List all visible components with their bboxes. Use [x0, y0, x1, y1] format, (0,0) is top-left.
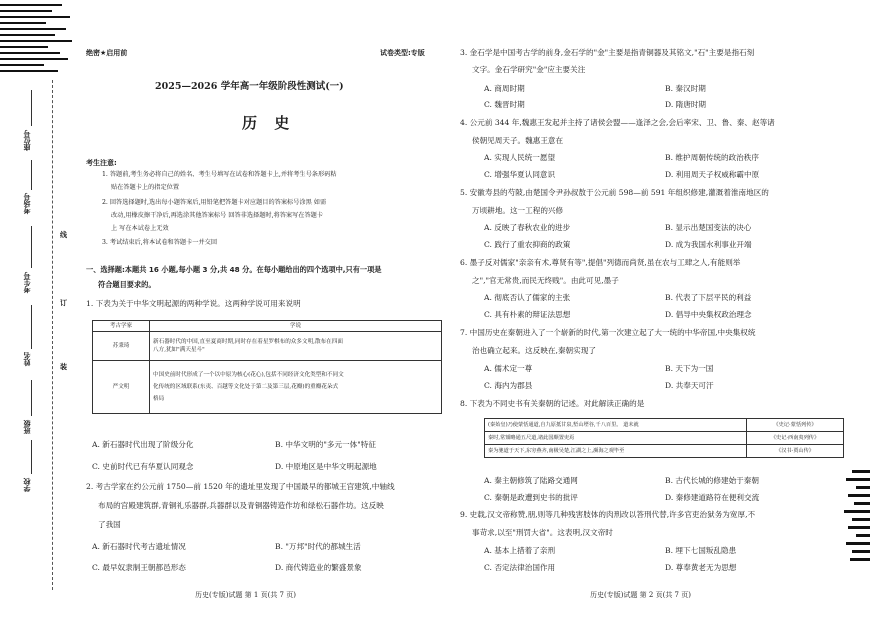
q1-theory-line: 八方,犹如"满天星斗"	[153, 347, 205, 353]
q4-option[interactable]: A. 实现人民统一愿望	[484, 153, 556, 162]
q7-option[interactable]: B. 天下为一国	[665, 364, 714, 373]
q1-theory-line: 新石器时代的中国,直至夏商时期,同时存在着星罗棋布的众多文明,散布在四面	[153, 339, 343, 345]
q4-stem: 侯朝见周天子。魏惠王意在	[472, 136, 564, 145]
q7-option[interactable]: A. 儒术定一尊	[484, 364, 533, 373]
q9-stem: 事苛求,以至"刑罚大省"。这表明,汉文帝时	[472, 528, 613, 537]
paper-type-label: 试卷类型:专版	[380, 49, 425, 57]
q6-option[interactable]: C. 具有朴素的辩证法思想	[484, 310, 571, 319]
class-underline	[31, 380, 32, 416]
q4-option[interactable]: C. 增强华夏认同意识	[484, 170, 556, 179]
q4-option[interactable]: B. 维护周朝传统的政治秩序	[665, 153, 759, 162]
q8-record: 秦时,常頞略通五尺道,诸此国颇置吏焉	[485, 432, 747, 445]
q5-option[interactable]: B. 显示出楚国变法的决心	[665, 223, 752, 232]
q7-option[interactable]: C. 海内为郡县	[484, 381, 533, 390]
seat-label: 座位号	[23, 130, 31, 151]
q1-scholar: 苏秉琦	[93, 332, 150, 361]
name-label: 姓名	[23, 352, 31, 366]
q2-stem: 了我国	[98, 520, 121, 529]
q6-stem: 6. 墨子反对儒家"亲亲有术,尊贤有等",提倡"列德而尚贤,虽在农与工肆之人,有能则举	[460, 258, 741, 267]
q9-option[interactable]: B. 埋下七国叛乱隐患	[665, 546, 737, 555]
q8-option[interactable]: D. 秦修建道路符在便利交流	[665, 493, 760, 502]
q2-option[interactable]: A. 新石器时代考古遗址情况	[92, 542, 186, 551]
q8-option[interactable]: C. 秦朝是政遭到史书的批评	[484, 493, 578, 502]
q1-theory-line: 格局	[153, 396, 165, 402]
q1-theory-line: 化传统的区域联系(东夷、百越等文化处于第二及第三层,花瓣)的重瓣花朵式	[153, 384, 339, 390]
q9-option[interactable]: C. 否定法律治国作用	[484, 563, 556, 572]
q8-source: 《史记·西南夷列传》	[747, 432, 844, 445]
q6-option[interactable]: A. 彻底否认了儒家的主张	[484, 293, 571, 302]
notes-item: 3. 考试结束后,将本试卷和答题卡一并交回	[102, 239, 218, 246]
exam-title: 2025—2026 学年高一年级阶段性测试(一)	[155, 81, 344, 92]
footer-right: 历史(专版)试题 第 2 页(共 7 页)	[590, 591, 691, 599]
q1-option[interactable]: D. 中原地区是中华文明起源地	[275, 462, 377, 471]
q1-option[interactable]: A. 新石器时代出现了阶级分化	[92, 440, 194, 449]
section1-heading: 一、选择题:本题共 16 小题,每小题 3 分,共 48 分。在每小题给出的四个选项中,只有一项是	[86, 265, 382, 274]
q9-option[interactable]: A. 基本上措着了亲刑	[484, 546, 556, 555]
q1-table	[92, 320, 442, 414]
q2-stem: 2. 考古学家在约公元前 1750—前 1520 年的遗址里发现了中国最早的都城王宫建筑,中轴线	[86, 482, 395, 491]
q8-source: 《史记·蒙恬列传》	[747, 419, 844, 432]
q6-option[interactable]: D. 倡导中央集权政治理念	[665, 310, 752, 319]
exam-no-underline	[31, 226, 32, 268]
q3-stem: 文字。金石学研究"金"应主要关注	[472, 65, 586, 74]
exam-no-label: 考生号	[23, 272, 31, 293]
exam-room-underline	[31, 160, 32, 190]
q9-stem: 9. 史载,汉文帝称赞,朋,则等几种残害肢体的肉刑改以答刑代替,许多官吏治狱务为宽厚,不	[460, 510, 756, 519]
q5-option[interactable]: C. 践行了重农抑商的政策	[484, 240, 571, 249]
q4-stem: 4. 公元前 344 年,魏惠王发起并主持了诸侯会盟——逢泽之会,会后率宋、卫、鲁、秦、赵等诸	[460, 118, 775, 127]
exam-room-label: 考场号	[23, 193, 31, 214]
q1-table-header: 学说	[150, 321, 442, 332]
q1-table-header: 考古学家	[93, 321, 150, 332]
q5-stem: 万顷耕地。这一工程的兴修	[472, 206, 564, 215]
q7-stem: 7. 中国历史在秦朝进入了一个崭新的时代,第一次建立起了大一统的中华帝国,中央集权统	[460, 328, 756, 337]
notes-item: 改动,用橡皮擦干净后,再选涂其他答案标号 回答非选择题时,将答案写在答题卡	[111, 212, 324, 219]
q7-option[interactable]: D. 共奉天可汗	[665, 381, 714, 390]
q5-stem: 5. 安徽寿县的芍陂,由楚国令尹孙叔敖于公元前 598—前 591 年组织修建,灌溉着淮南地区的	[460, 188, 769, 197]
q2-option[interactable]: D. 商代铸造业的繁盛景象	[275, 563, 362, 572]
notes-title: 考生注意:	[86, 159, 117, 167]
q1-option[interactable]: B. 中华文明的"多元一体"特征	[275, 440, 376, 449]
school-label: 学校	[23, 478, 31, 492]
seat-underline	[31, 90, 32, 126]
binding-dashed-line	[52, 80, 53, 590]
q3-option[interactable]: D. 隋唐时期	[665, 100, 707, 109]
q8-record: (秦始皇)乃使蒙恬通道,自九原抵甘泉,堑山堙谷,千八百里。 道未就	[485, 419, 747, 432]
q8-source: 《汉书·贾山传》	[747, 445, 844, 458]
q9-option[interactable]: D. 尊奉黄老无为思想	[665, 563, 737, 572]
q3-option[interactable]: B. 秦汉时期	[665, 84, 706, 93]
q5-option[interactable]: A. 反映了春秋农业的进步	[484, 223, 571, 232]
notes-item: 贴在答题卡上的指定位置	[111, 184, 180, 191]
q3-option[interactable]: A. 商周时期	[484, 84, 525, 93]
q1-option[interactable]: C. 史前时代已有华夏认同观念	[92, 462, 194, 471]
q1-theory	[150, 332, 442, 361]
q7-stem: 治也确立起来。这反映在,秦朝实现了	[472, 346, 596, 355]
q4-option[interactable]: D. 利用周天子权威称霸中原	[665, 170, 760, 179]
school-underline	[31, 440, 32, 474]
q5-option[interactable]: D. 成为我国水利事业开端	[665, 240, 752, 249]
binding-order-char: 订	[60, 299, 67, 307]
name-underline	[31, 305, 32, 349]
q2-stem: 布局的宫殿建筑群,青铜礼乐器群,兵器群以及青铜器铸造作坊和绿松石器作坊。这反映	[98, 501, 384, 510]
q8-record: 秦为驰道于天下,东穷燕齐,南极吴楚,江湖之上,濒海之观毕至	[485, 445, 747, 458]
q3-stem: 3. 金石学是中国考古学的前身,金石学的"金"主要是指青铜器及其铭文,"石"主要是指石刻	[460, 48, 755, 57]
q2-option[interactable]: C. 最早奴隶制王朝都邑形态	[92, 563, 186, 572]
notes-item: 1. 答题前,考生务必将自己的姓名、考生号填写在试卷和答题卡上,并将考生号条形码粘	[102, 171, 337, 178]
binding-bind-char: 装	[60, 363, 67, 371]
notes-item: 上 写在本试卷上无效	[111, 225, 169, 232]
subject-title: 历 史	[242, 114, 296, 132]
notes-item: 2. 回答选择题时,选出每小题答案后,用铅笔把答题卡对应题目的答案标号涂黑 如需	[102, 199, 327, 206]
q8-table	[484, 418, 844, 458]
binding-line-char: 线	[60, 231, 67, 239]
q1-scholar: 严文明	[93, 361, 150, 414]
q2-option[interactable]: B. "万邦"时代的都城生活	[275, 542, 361, 551]
section1-heading-cont: 符合题目要求的。	[98, 280, 156, 289]
q1-theory-line: 中国史前时代形成了一个以中原为核心(花心),包括不同经济文化类型和不同文	[153, 372, 344, 378]
q6-stem: 之","官无常贵,而民无终贱"。由此可见,墨子	[472, 276, 619, 285]
q1-stem: 1. 下表为关于中华文明起源的两种学说。这两种学说可用来说明	[86, 299, 301, 308]
q6-option[interactable]: B. 代表了下层平民的利益	[665, 293, 752, 302]
secret-label: 绝密★启用前	[86, 49, 128, 57]
q8-option[interactable]: B. 古代长城的修建始于秦朝	[665, 476, 759, 485]
q1-theory	[150, 361, 442, 414]
footer-left: 历史(专版)试题 第 1 页(共 7 页)	[195, 591, 296, 599]
q8-stem: 8. 下表为不同史书有关秦朝的记述。对此解读正确的是	[460, 399, 645, 408]
q3-option[interactable]: C. 魏晋时期	[484, 100, 525, 109]
q8-option[interactable]: A. 秦主朝修筑了陆路交通网	[484, 476, 578, 485]
class-label: 班级	[23, 420, 31, 434]
